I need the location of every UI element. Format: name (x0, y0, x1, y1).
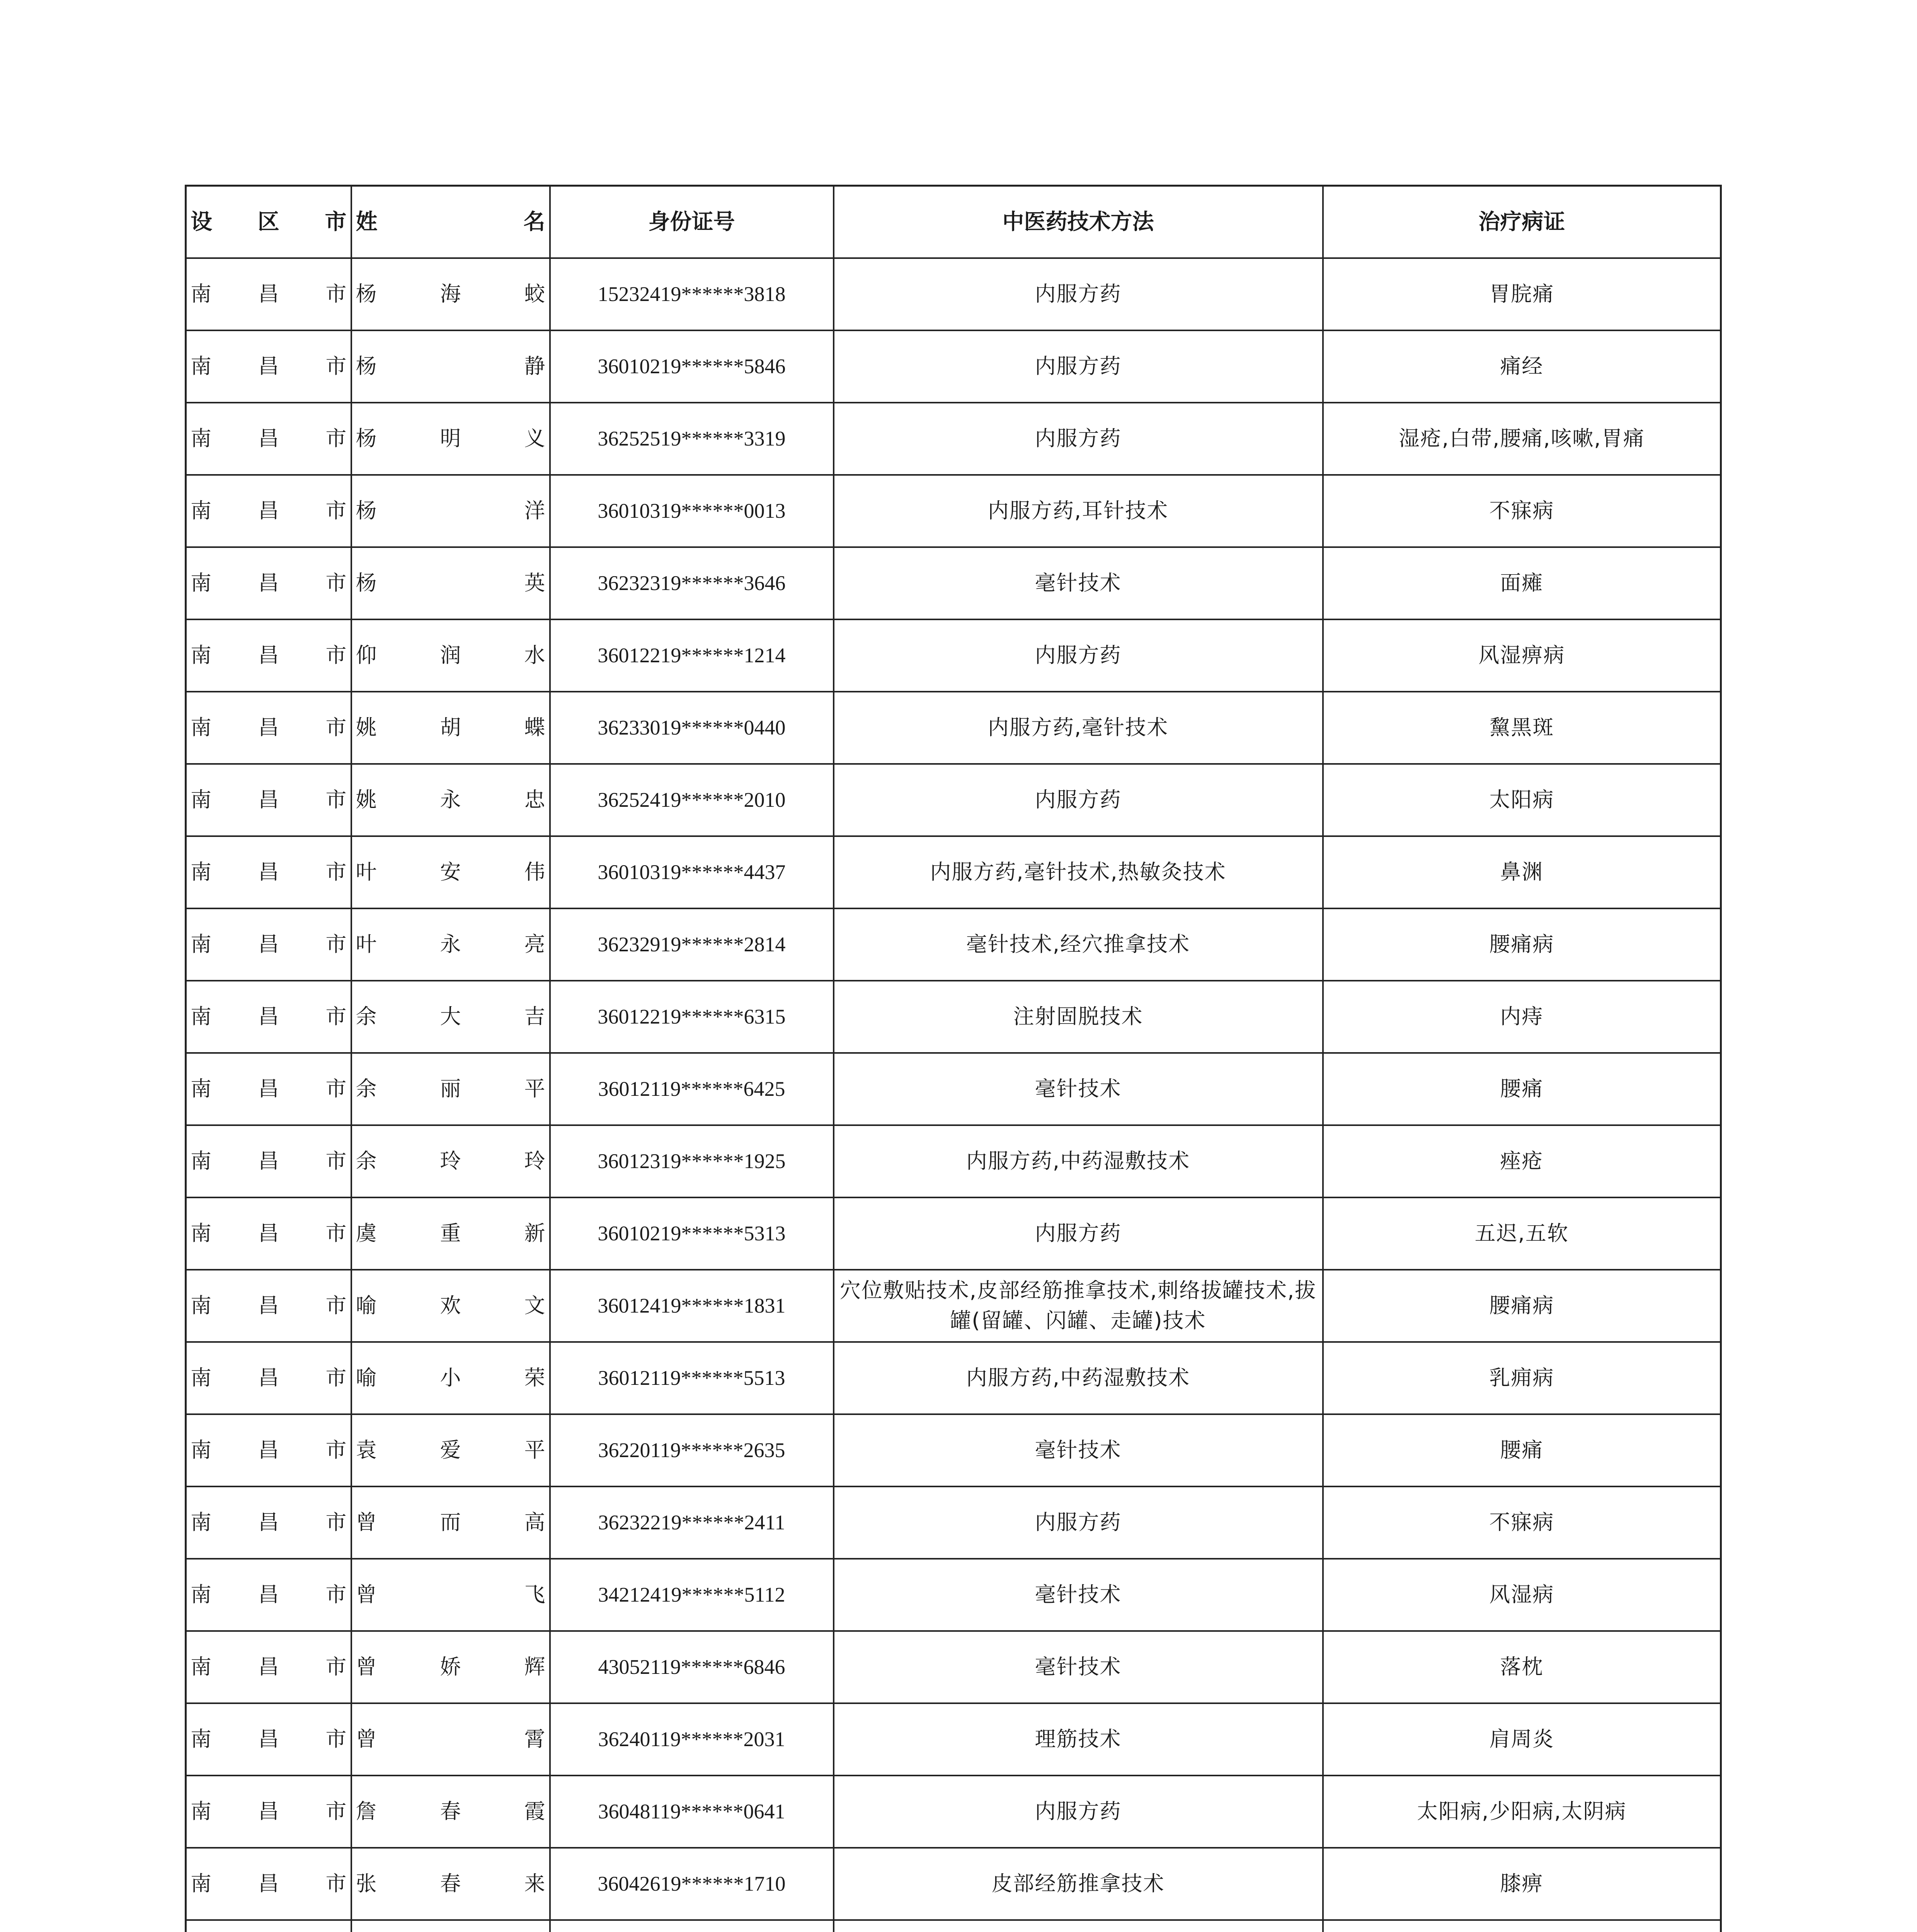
cell-id (550, 1920, 834, 1932)
cell-name (351, 1486, 550, 1559)
cell-city: 南 昌 市 (186, 908, 351, 981)
cell-method: 毫针技术 (834, 1053, 1323, 1125)
table-row (186, 836, 1721, 908)
cell-name (351, 908, 550, 981)
cell-id: 36012419******1831 (550, 1270, 834, 1342)
table-row (186, 764, 1721, 836)
person-name: 袁 爱 平 (356, 1438, 545, 1462)
cell-disease: 湿疮,白带,腰痛,咳嗽,胃痛 (1323, 403, 1721, 475)
registry-table (185, 185, 1722, 1932)
cell-disease: 腰痛病 (1323, 1270, 1721, 1342)
cell-city: 南 昌 市 (186, 403, 351, 475)
cell-id: 43052119******6846 (550, 1631, 834, 1703)
cell-method: 毫针技术 (834, 1631, 1323, 1703)
table-row (186, 619, 1721, 692)
person-name: 姚 永 忠 (356, 787, 545, 812)
cell-city (186, 1920, 351, 1932)
person-name: 曾 霄 (356, 1727, 545, 1751)
table-row (186, 1486, 1721, 1559)
cell-id: 36232919******2814 (550, 908, 834, 981)
cell-id: 36012219******6315 (550, 981, 834, 1053)
cell-city: 南 昌 市 (186, 1703, 351, 1776)
cell-method: 内服方药,中药湿敷技术 (834, 1125, 1323, 1197)
cell-name (351, 1342, 550, 1414)
cell-method: 穴位敷贴技术,皮部经筋推拿技术,刺络拔罐技术,拔罐(留罐、闪罐、走罐)技术 (834, 1270, 1323, 1342)
cell-method: 内服方药 (834, 403, 1323, 475)
table-row (186, 1125, 1721, 1197)
cell-id: 36010319******0013 (550, 475, 834, 547)
cell-city: 南 昌 市 (186, 547, 351, 619)
cell-method: 内服方药 (834, 1776, 1323, 1848)
cell-id: 15232419******3818 (550, 258, 834, 330)
person-name: 仰 润 水 (356, 643, 545, 667)
cell-id: 36010219******5313 (550, 1197, 834, 1270)
cell-disease: 黧黑斑 (1323, 692, 1721, 764)
table-row (186, 1414, 1721, 1486)
cell-city: 南 昌 市 (186, 692, 351, 764)
cell-disease: 内痔 (1323, 981, 1721, 1053)
cell-method: 内服方药 (834, 330, 1323, 403)
cell-method: 内服方药,中药湿敷技术 (834, 1342, 1323, 1414)
cell-disease: 膝痹 (1323, 1848, 1721, 1920)
cell-name (351, 1776, 550, 1848)
cell-id: 36010219******5846 (550, 330, 834, 403)
cell-disease: 腰痛 (1323, 1053, 1721, 1125)
cell-city: 南 昌 市 (186, 1053, 351, 1125)
cell-method: 毫针技术 (834, 1414, 1323, 1486)
cell-city: 南 昌 市 (186, 1125, 351, 1197)
cell-method: 毫针技术 (834, 547, 1323, 619)
cell-id: 36042619******1710 (550, 1848, 834, 1920)
header-method: 中医药技术方法 (834, 186, 1323, 258)
cell-method: 内服方药 (834, 764, 1323, 836)
cell-disease: 太阳病,少阳病,太阴病 (1323, 1776, 1721, 1848)
cell-id: 36252419******2010 (550, 764, 834, 836)
table-row (186, 1631, 1721, 1703)
person-name: 余 大 吉 (356, 1004, 545, 1029)
cell-name (351, 981, 550, 1053)
cell-name (351, 1125, 550, 1197)
cell-disease: 风湿病 (1323, 1559, 1721, 1631)
cell-disease: 不寐病 (1323, 475, 1721, 547)
cell-city: 南 昌 市 (186, 836, 351, 908)
cell-disease: 不寐病 (1323, 1486, 1721, 1559)
person-name: 曾 娇 辉 (356, 1655, 545, 1679)
person-name: 杨 明 义 (356, 426, 545, 451)
person-name: 余 丽 平 (356, 1077, 545, 1101)
cell-method: 内服方药 (834, 1486, 1323, 1559)
cell-id: 36010319******4437 (550, 836, 834, 908)
cell-name (351, 330, 550, 403)
cell-method: 内服方药,毫针技术,热敏灸技术 (834, 836, 1323, 908)
person-name: 杨 洋 (356, 498, 545, 523)
cell-city: 南 昌 市 (186, 475, 351, 547)
table-row (186, 330, 1721, 403)
cell-name (351, 692, 550, 764)
cell-disease: 乳痈病 (1323, 1342, 1721, 1414)
cell-disease: 肩周炎 (1323, 1703, 1721, 1776)
cell-id: 34212419******5112 (550, 1559, 834, 1631)
person-name: 叶 永 亮 (356, 932, 545, 956)
cell-method (834, 1920, 1323, 1932)
table-row (186, 1848, 1721, 1920)
cell-disease: 五迟,五软 (1323, 1197, 1721, 1270)
cell-method: 内服方药 (834, 258, 1323, 330)
cell-city: 南 昌 市 (186, 1270, 351, 1342)
table-header-row (186, 186, 1721, 258)
cell-disease: 胃脘痛 (1323, 258, 1721, 330)
cell-name (351, 1197, 550, 1270)
header-id: 身份证号 (550, 186, 834, 258)
cell-method: 毫针技术 (834, 1559, 1323, 1631)
cell-disease: 腰痛病 (1323, 908, 1721, 981)
table-row (186, 692, 1721, 764)
cell-disease: 面瘫 (1323, 547, 1721, 619)
cell-name (351, 258, 550, 330)
cell-city: 南 昌 市 (186, 1342, 351, 1414)
cell-name (351, 475, 550, 547)
cell-disease (1323, 1920, 1721, 1932)
cell-name (351, 547, 550, 619)
cell-id: 36012219******1214 (550, 619, 834, 692)
cell-city: 南 昌 市 (186, 619, 351, 692)
cell-city: 南 昌 市 (186, 1559, 351, 1631)
table-body (186, 258, 1721, 1932)
cell-disease: 太阳病 (1323, 764, 1721, 836)
cell-id: 36048119******0641 (550, 1776, 834, 1848)
cell-name (351, 1703, 550, 1776)
cell-disease: 落枕 (1323, 1631, 1721, 1703)
cell-id: 36012319******1925 (550, 1125, 834, 1197)
person-name: 曾 而 高 (356, 1510, 545, 1534)
cell-method: 内服方药,毫针技术 (834, 692, 1323, 764)
cell-city: 南 昌 市 (186, 981, 351, 1053)
cell-disease: 鼻渊 (1323, 836, 1721, 908)
person-name: 杨 静 (356, 354, 545, 378)
cell-id: 36233019******0440 (550, 692, 834, 764)
cell-id: 36240119******2031 (550, 1703, 834, 1776)
cell-city: 南 昌 市 (186, 258, 351, 330)
cell-name (351, 1848, 550, 1920)
cell-name (351, 1414, 550, 1486)
cell-method: 内服方药,耳针技术 (834, 475, 1323, 547)
cell-disease: 痤疮 (1323, 1125, 1721, 1197)
person-name: 姚 胡 蝶 (356, 715, 545, 740)
cell-name (351, 403, 550, 475)
cell-method: 毫针技术,经穴推拿技术 (834, 908, 1323, 981)
cell-id: 36232219******2411 (550, 1486, 834, 1559)
person-name: 詹 春 霞 (356, 1799, 545, 1823)
header-city: 设 区 市 (186, 186, 351, 258)
table-row (186, 403, 1721, 475)
cell-id: 36232319******3646 (550, 547, 834, 619)
table-row (186, 475, 1721, 547)
cell-city: 南 昌 市 (186, 1631, 351, 1703)
table-row (186, 908, 1721, 981)
person-name: 杨 英 (356, 571, 545, 595)
cell-id: 36012119******5513 (550, 1342, 834, 1414)
person-name: 喻 欢 文 (356, 1293, 545, 1318)
table-row (186, 981, 1721, 1053)
table-row (186, 1053, 1721, 1125)
cell-method: 注射固脱技术 (834, 981, 1323, 1053)
cell-name (351, 764, 550, 836)
table-row (186, 1776, 1721, 1848)
cell-name (351, 1631, 550, 1703)
header-name: 姓 名 (351, 186, 550, 258)
cell-method: 理筋技术 (834, 1703, 1323, 1776)
table-row (186, 1270, 1721, 1342)
person-name: 叶 安 伟 (356, 860, 545, 884)
table-row (186, 547, 1721, 619)
person-name: 杨 海 蛟 (356, 282, 545, 306)
table-row (186, 1197, 1721, 1270)
table-row (186, 1920, 1721, 1932)
cell-city: 南 昌 市 (186, 1414, 351, 1486)
person-name: 虞 重 新 (356, 1221, 545, 1245)
table-row (186, 1703, 1721, 1776)
cell-id: 36252519******3319 (550, 403, 834, 475)
cell-city: 南 昌 市 (186, 1197, 351, 1270)
person-name: 曾 飞 (356, 1582, 545, 1607)
cell-city: 南 昌 市 (186, 764, 351, 836)
cell-city: 南 昌 市 (186, 1486, 351, 1559)
cell-method: 内服方药 (834, 619, 1323, 692)
cell-method: 皮部经筋推拿技术 (834, 1848, 1323, 1920)
cell-name (351, 619, 550, 692)
cell-disease: 腰痛 (1323, 1414, 1721, 1486)
cell-city: 南 昌 市 (186, 1776, 351, 1848)
table-row (186, 1559, 1721, 1631)
cell-name (351, 1270, 550, 1342)
cell-id: 36012119******6425 (550, 1053, 834, 1125)
cell-method: 内服方药 (834, 1197, 1323, 1270)
person-name: 余 玲 玲 (356, 1149, 545, 1173)
person-name: 张 春 来 (356, 1871, 545, 1896)
cell-disease: 风湿痹病 (1323, 619, 1721, 692)
cell-city: 南 昌 市 (186, 1848, 351, 1920)
cell-name (351, 1559, 550, 1631)
table-row (186, 258, 1721, 330)
cell-name (351, 1053, 550, 1125)
cell-id: 36220119******2635 (550, 1414, 834, 1486)
person-name: 喻 小 荣 (356, 1366, 545, 1390)
cell-disease: 痛经 (1323, 330, 1721, 403)
header-disease: 治疗病证 (1323, 186, 1721, 258)
cell-name (351, 1920, 550, 1932)
cell-name (351, 836, 550, 908)
table-row (186, 1342, 1721, 1414)
cell-city: 南 昌 市 (186, 330, 351, 403)
